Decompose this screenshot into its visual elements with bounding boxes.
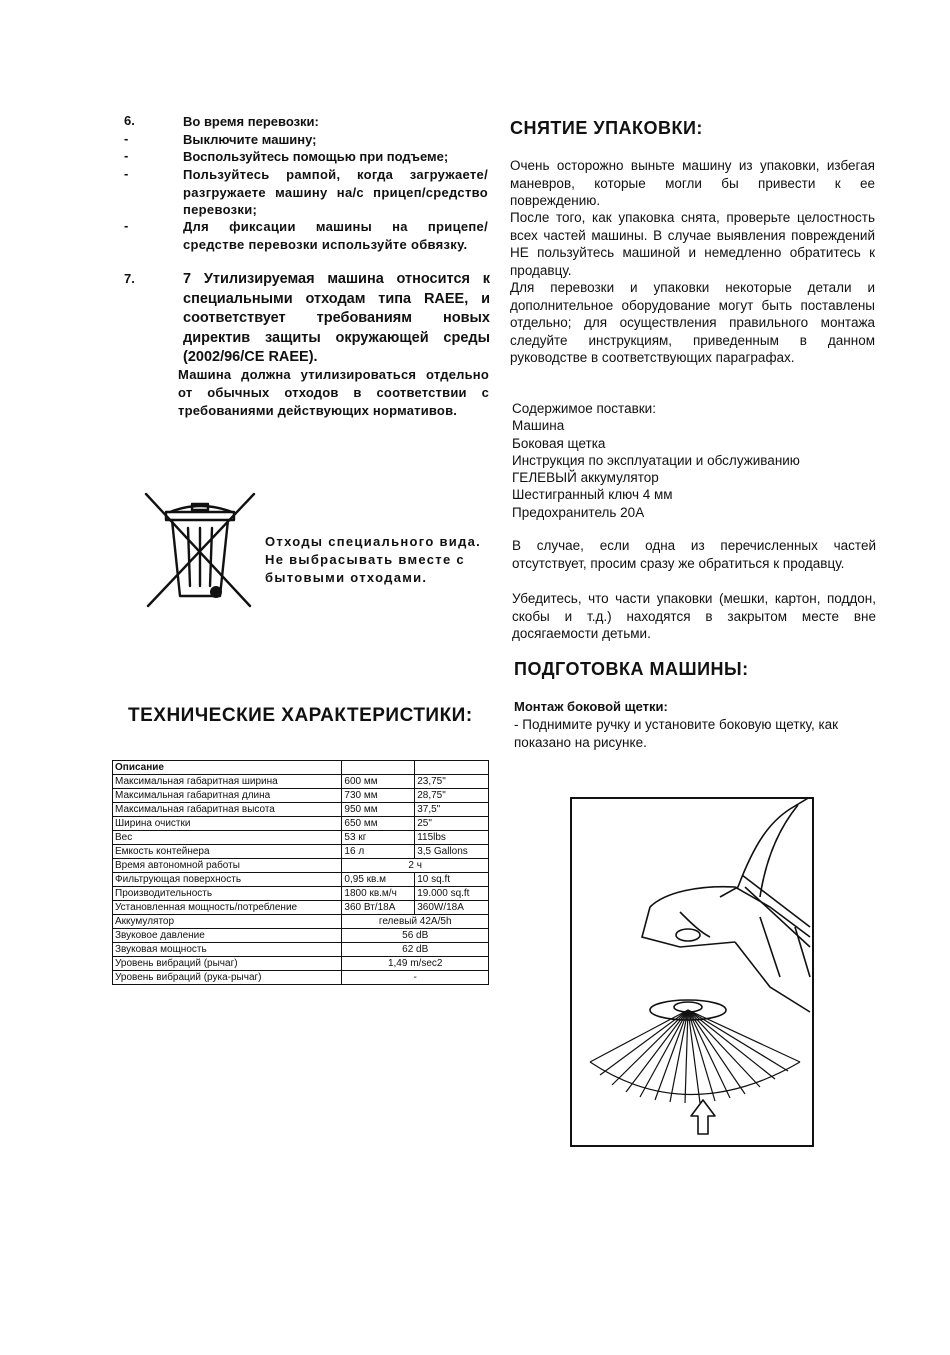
up-arrow-icon xyxy=(688,1098,718,1138)
table-cell: Вес xyxy=(113,831,342,845)
list-item: ГЕЛЕВЫЙ аккумулятор xyxy=(512,470,659,486)
unpacking-paragraph-2: После того, как упаковка снята, проверьте целостность всех частей машины. В случае выявления повреждений НЕ пользуйтесь машиной и немедленно обратитесь к продавцу. xyxy=(510,210,875,278)
delivery-contents-list xyxy=(512,400,800,521)
table-row xyxy=(113,817,489,831)
table-cell: 19.000 sq.ft xyxy=(415,887,489,901)
unpacking-heading: СНЯТИЕ УПАКОВКИ: xyxy=(510,118,703,138)
list-item: Содержимое поставки: xyxy=(512,401,656,416)
bullet-dash: - xyxy=(124,148,129,163)
table-row xyxy=(113,943,489,957)
waste-note-line-2: Не выбрасывать вместе с xyxy=(265,552,465,567)
section-6-item-2: Воспользуйтесь помощью при подъеме; xyxy=(183,149,449,164)
side-brush-instruction: - Поднимите ручку и установите боковую щетку, как показано на рисунке. xyxy=(514,717,839,750)
table-cell: Аккумулятор xyxy=(113,915,342,929)
table-cell: 600 мм xyxy=(342,775,415,789)
packaging-safety-paragraph: Убедитесь, что части упаковки (мешки, картон, поддон, скобы и т.д.) находятся в закрытом месте вне досягаемости детьми. xyxy=(512,591,876,641)
table-row xyxy=(113,901,489,915)
table-cell: 25" xyxy=(415,817,489,831)
table-cell: Уровень вибраций (рука-рычаг) xyxy=(113,971,342,985)
table-cell: 115lbs xyxy=(415,831,489,845)
table-row xyxy=(113,915,489,929)
table-cell: Максимальная габаритная длина xyxy=(113,789,342,803)
table-cell: Емкость контейнера xyxy=(113,845,342,859)
table-row xyxy=(113,957,489,971)
table-cell xyxy=(342,761,415,775)
table-cell: 730 мм xyxy=(342,789,415,803)
table-cell: Производительность xyxy=(113,887,342,901)
table-header-row xyxy=(113,761,489,775)
table-cell: 16 л xyxy=(342,845,415,859)
table-cell: Время автономной работы xyxy=(113,859,342,873)
list-item: Машина xyxy=(512,418,565,434)
table-row xyxy=(113,873,489,887)
table-row xyxy=(113,971,489,985)
table-cell: Уровень вибраций (рычаг) xyxy=(113,957,342,971)
table-header-cell: Описание xyxy=(113,761,342,775)
table-row xyxy=(113,775,489,789)
table-cell: 1,49 m/sec2 xyxy=(342,957,489,971)
table-cell: 650 мм xyxy=(342,817,415,831)
table-row xyxy=(113,831,489,845)
list-item: Шестигранный ключ 4 мм xyxy=(512,487,673,503)
waste-note-line-1: Отходы специального вида. xyxy=(265,534,482,549)
table-cell: Ширина очистки xyxy=(113,817,342,831)
table-cell: 950 мм xyxy=(342,803,415,817)
table-cell: 23,75" xyxy=(415,775,489,789)
table-cell: Установленная мощность/потребление xyxy=(113,901,342,915)
side-brush-illustration xyxy=(570,797,814,1147)
table-row xyxy=(113,859,489,873)
specs-table xyxy=(112,760,489,985)
side-brush-title: Монтаж боковой щетки: xyxy=(514,699,668,714)
bullet-dash: - xyxy=(124,131,129,146)
section-6-number: 6. xyxy=(124,113,135,128)
section-7-body: Машина должна утилизироваться отдельно от обычных отходов в соответствии с требованиями действующих нормативов. xyxy=(178,367,489,418)
table-cell: Фильтрующая поверхность xyxy=(113,873,342,887)
unpacking-paragraph-3: Для перевозки и упаковки некоторые детали и дополнительное оборудование могут быть поставлены отдельно; для осуществления правильного монтажа следуйте инструкциям, приведенным в данном руководстве в соответствующих параграфах. xyxy=(510,280,875,365)
table-cell: 53 кг xyxy=(342,831,415,845)
section-6-item-3: Пользуйтесь рампой, когда загружаете/ разгружаете машину на/с прицеп/средство перевозки; xyxy=(183,167,488,217)
section-7-lead: 7 Утилизируемая машина относится к специальными отходам типа RAEE, и соответствует требованиям новых директив защиты окружающей среды (2002/96/CE RAEE). xyxy=(183,271,490,365)
unpacking-paragraph-1: Очень осторожно выньте машину из упаковки, избегая маневров, которые могли бы привести к ее повреждению. xyxy=(510,158,875,208)
section-6-item-1: Выключите машину; xyxy=(183,132,317,147)
table-cell: гелевый 42А/5h xyxy=(342,915,489,929)
table-cell: 3,5 Gallons xyxy=(415,845,489,859)
list-item: Инструкция по эксплуатации и обслуживанию xyxy=(512,452,800,468)
table-cell: 360 Вт/18А xyxy=(342,901,415,915)
table-row xyxy=(113,803,489,817)
tech-specs-heading: ТЕХНИЧЕСКИЕ ХАРАКТЕРИСТИКИ: xyxy=(128,705,473,726)
list-item: Предохранитель 20А xyxy=(512,504,645,520)
waste-note-line-3: бытовыми отходами. xyxy=(265,570,428,585)
table-cell: 10 sq.ft xyxy=(415,873,489,887)
table-row xyxy=(113,845,489,859)
table-cell: Максимальная габаритная ширина xyxy=(113,775,342,789)
table-cell: - xyxy=(342,971,489,985)
table-row xyxy=(113,929,489,943)
table-cell: Звуковая мощность xyxy=(113,943,342,957)
table-cell: Максимальная габаритная высота xyxy=(113,803,342,817)
table-cell xyxy=(415,761,489,775)
table-cell: 62 dB xyxy=(342,943,489,957)
table-cell: Звуковое давление xyxy=(113,929,342,943)
table-cell: 56 dB xyxy=(342,929,489,943)
table-cell: 1800 кв.м/ч xyxy=(342,887,415,901)
table-cell: 28,75" xyxy=(415,789,489,803)
machine-preparation-heading: ПОДГОТОВКА МАШИНЫ: xyxy=(514,659,749,679)
table-row xyxy=(113,789,489,803)
missing-parts-paragraph: В случае, если одна из перечисленных частей отсутствует, просим сразу же обратиться к продавцу. xyxy=(512,538,876,571)
table-cell: 0,95 кв.м xyxy=(342,873,415,887)
table-cell: 360W/18A xyxy=(415,901,489,915)
list-item: Боковая щетка xyxy=(512,435,606,451)
crossed-bin-icon xyxy=(140,490,260,612)
bullet-dash: - xyxy=(124,218,129,233)
table-cell: 2 ч xyxy=(342,859,489,873)
section-6-item-4: Для фиксации машины на прицепе/ средстве перевозки используйте обвязку. xyxy=(183,219,488,252)
bullet-dash: - xyxy=(124,166,129,181)
section-7-number: 7. xyxy=(124,271,135,286)
table-row xyxy=(113,887,489,901)
section-6-title: Во время перевозки: xyxy=(183,114,319,129)
table-cell: 37,5" xyxy=(415,803,489,817)
